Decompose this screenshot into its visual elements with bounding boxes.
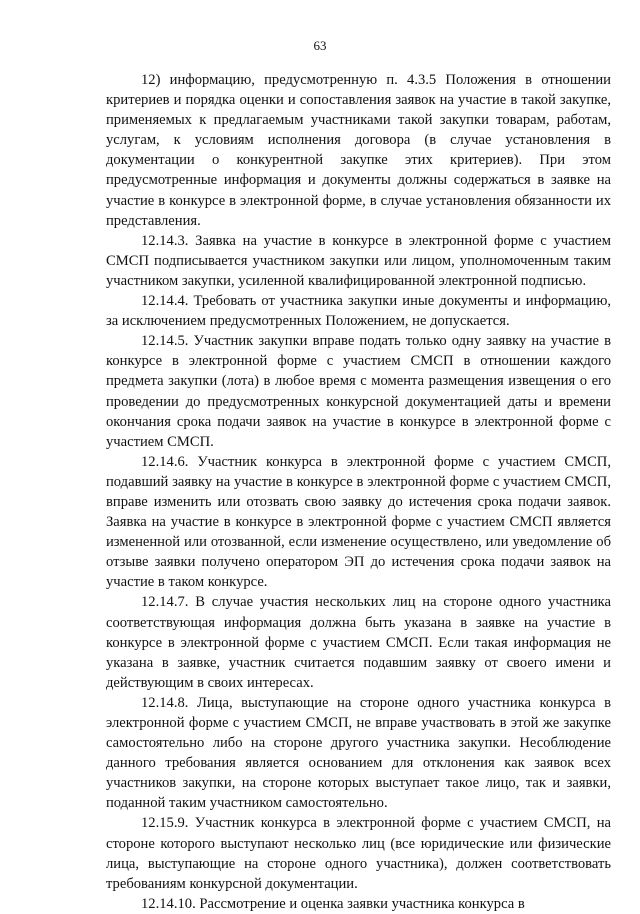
- paragraph-item-12: 12) информацию, предусмотренную п. 4.3.5 Положения в отношении критериев и порядка оценки и сопоставления заявок на участие в такой закупке, применяемых к предлагаемым участниками такой закупки товарам, работам, услугам, к условиям исполнения договора (в случае установления в документации о конкурентной закупке этих критериев). При этом предусмотренные информация и документы должны содержаться в заявке на участие в конкурсе в электронной форме, в случае установления обязанности их представления.: [106, 72, 611, 229]
- paragraph-12-14-4: 12.14.4. Требовать от участника закупки иные документы и информацию, за исключением предусмотренных Положением, не допускается.: [106, 293, 611, 330]
- paragraph-12-14-6: 12.14.6. Участник конкурса в электронной форме с участием СМСП, подавший заявку на участие в конкурсе в электронной форме с участием СМСП, вправе изменить или отозвать свою заявку до истечения срока подачи заявок. Заявка на участие в конкурсе в электронной форме с участием СМСП является измененной или отозванной, если изменение осуществлено, или уведомление об отзыве заявки получено оператором ЭП до истечения срока подачи заявок на участие в таком конкурсе.: [106, 453, 611, 591]
- paragraph-12-14-5: 12.14.5. Участник закупки вправе подать только одну заявку на участие в конкурсе в электронной форме с участием СМСП в отношении каждого предмета закупки (лота) в любое время с момента размещения извещения о его проведении до предусмотренных конкурсной документацией даты и времени окончания срока подачи заявок на участие в конкурсе в электронной форме с участием СМСП.: [106, 333, 611, 450]
- paragraph-12-14-3: 12.14.3. Заявка на участие в конкурсе в электронной форме с участием СМСП подписывается участником закупки или лицом, уполномоченным таким участником закупки, усиленной квалифицированной электронной подписью.: [106, 232, 611, 289]
- document-body: [106, 70, 611, 914]
- page-number: 63: [313, 38, 327, 53]
- paragraph-12-15-9: 12.15.9. Участник конкурса в электронной форме с участием СМСП, на стороне которого выступают несколько лиц (все юридические или физические лица, выступающие на стороне одного участника), должен соответствовать требованиям конкурсной документации.: [106, 815, 611, 892]
- paragraph-12-14-10: 12.14.10. Рассмотрение и оценка заявки участника конкурса в: [141, 895, 525, 912]
- paragraph-12-14-7: 12.14.7. В случае участия нескольких лиц на стороне одного участника соответствующая информация должна быть указана в заявке на участие в конкурсе в электронной форме с участием СМСП. Если такая информация не указана в заявке, участник считается подавшим заявку от своего имени и действующим в своих интересах.: [106, 594, 611, 691]
- paragraph-12-14-8: 12.14.8. Лица, выступающие на стороне одного участника конкурса в электронной форме с участием СМСП, не вправе участвовать в этой же закупке самостоятельно либо на стороне другого участника закупки. Несоблюдение данного требования является основанием для отклонения как заявок всех участников закупки, на стороне которых выступает такое лицо, так и заявки, поданной таким участником самостоятельно.: [106, 694, 611, 812]
